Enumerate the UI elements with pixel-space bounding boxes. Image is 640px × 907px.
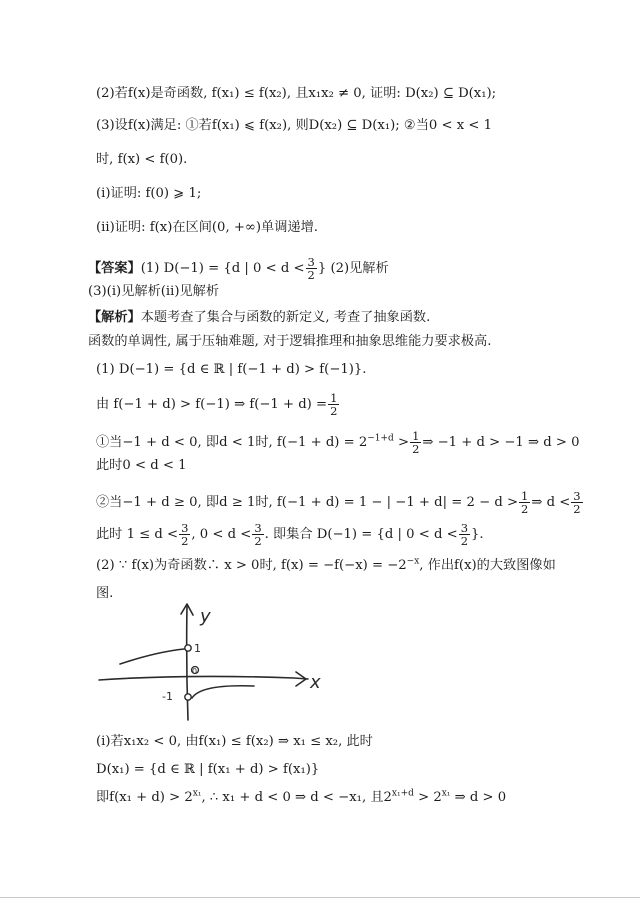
explanation-tag: 【解析】	[88, 310, 141, 325]
part-2-i-text: (ⅰ)若x₁x₂ < 0, 由f(x₁) ≤ f(x₂) ⇒ x₁ ≤ x₂, 此时	[96, 734, 373, 749]
inequality-text-d: ⇒ d > 0	[450, 790, 507, 805]
solution-part-2	[96, 558, 616, 574]
fraction-denominator: 2	[307, 268, 315, 282]
fraction-one-half	[328, 392, 339, 417]
fraction-numerator: 3	[460, 521, 469, 535]
case-1-result-text: 此时0 < d < 1	[96, 458, 187, 473]
tick-label-negative-one: -1	[162, 690, 173, 703]
fraction-three-halves	[252, 522, 263, 547]
case-2-result-a: 此时 1 ≤ d <	[96, 527, 179, 542]
page-bottom-rule	[0, 897, 640, 898]
fraction-one-half	[410, 430, 421, 455]
fraction-three-halves	[306, 256, 317, 281]
explanation-text-2: 函数的单调性, 属于压轴难题, 对于逻辑推理和抽象思维能力要求极高.	[88, 334, 492, 349]
answer-part-3: (3)(ⅰ)见解析(ⅱ)见解析	[88, 284, 220, 299]
inequality-exponent-2: x₁+d	[391, 788, 414, 799]
curve-negative-x	[120, 649, 184, 664]
fraction-denominator: 2	[254, 534, 262, 548]
fraction-three-halves	[459, 522, 470, 547]
explanation-text-1: 本题考查了集合与函数的新定义, 考查了抽象函数.	[140, 310, 431, 325]
x-axis-line	[99, 676, 308, 680]
case-1-exponent: −1+d	[367, 433, 394, 444]
solution-part-1-text: (1) D(−1) = {d ∈ ℝ | f(−1 + d) > f(−1)}.	[96, 362, 367, 377]
fraction-three-halves	[571, 490, 582, 515]
fraction-denominator: 2	[573, 502, 581, 516]
fraction-one-half	[519, 490, 530, 515]
fraction-denominator: 2	[460, 534, 469, 548]
answer-tag: 【答案】	[88, 261, 141, 276]
solution-step-equal	[96, 392, 616, 417]
answer-part-1: (1) D(−1) = {d | 0 < d <	[140, 261, 305, 276]
inequality-text-c: > 2	[413, 790, 442, 805]
fraction-numerator: 3	[573, 489, 581, 503]
solution-step-equal-text: 由 f(−1 + d) > f(−1) ⇒ f(−1 + d) =	[96, 397, 328, 412]
problem-part-2	[96, 86, 616, 102]
fraction-three-halves	[179, 522, 190, 547]
part-2-exponent: −x	[406, 556, 420, 567]
explanation-line-1	[88, 310, 608, 326]
answer-line-2	[88, 284, 608, 300]
fraction-numerator: 1	[412, 429, 420, 443]
part-2-text-b: , 作出f(x)的大致图像如	[419, 558, 556, 573]
solution-case-2	[96, 490, 616, 515]
answer-line-1	[88, 256, 608, 281]
inequality-text-a: 即f(x₁ + d) > 2	[96, 790, 193, 805]
problem-part-3-cont-text: 时, f(x) < f(0).	[96, 152, 188, 167]
inequality-exponent-3: x₁	[441, 788, 451, 799]
case-2-text-a: ②当−1 + d ≥ 0, 即d ≥ 1时, f(−1 + d) = 1 − | −1 + d| = 2 − d >	[96, 495, 518, 510]
y-axis-line	[187, 606, 188, 720]
solution-set-definition	[96, 762, 616, 778]
problem-part-3-i-text: (ⅰ)证明: f(0) ⩾ 1;	[96, 186, 202, 201]
solution-inequality	[96, 790, 616, 806]
fraction-denominator: 2	[412, 442, 420, 456]
fraction-numerator: 1	[521, 489, 529, 503]
fraction-denominator: 2	[181, 534, 189, 548]
fraction-denominator: 2	[330, 404, 338, 418]
problem-part-3-text: (3)设f(x)满足: ①若f(x₁) ⩽ f(x₂), 则D(x₂) ⊆ D(x₁); ②当0 < x < 1	[96, 118, 492, 133]
part-2-cont-text: 图.	[96, 586, 114, 601]
fraction-numerator: 3	[181, 521, 189, 535]
solution-part-2-i	[96, 734, 616, 750]
case-2-result-d: }.	[471, 527, 484, 542]
problem-part-2-text: (2)若f(x)是奇函数, f(x₁) ≤ f(x₂), 且x₁x₂ ≠ 0, 证明: D(x₂) ⊆ D(x₁);	[96, 86, 497, 101]
set-definition-text: D(x₁) = {d ∈ ℝ | f(x₁ + d) > f(x₁)}	[96, 762, 320, 777]
function-sketch	[96, 602, 326, 727]
inequality-exponent-1: x₁	[192, 788, 202, 799]
problem-part-3-cont	[96, 152, 616, 168]
problem-part-3-i	[96, 186, 616, 202]
case-1-text-b: >	[393, 435, 410, 450]
case-2-text-b: ⇒ d <	[531, 495, 571, 510]
problem-part-3	[96, 118, 616, 134]
solution-case-1-result	[96, 458, 616, 474]
solution-part-2-cont	[96, 586, 616, 602]
part-2-text-a: (2) ∵ f(x)为奇函数∴ x > 0时, f(x) = −f(−x) = −2	[96, 558, 407, 573]
solution-case-2-result	[96, 522, 616, 547]
solution-case-1	[96, 430, 616, 455]
fraction-denominator: 2	[521, 502, 529, 516]
explanation-line-2	[88, 334, 608, 350]
open-point-top	[185, 645, 191, 651]
solution-part-1	[96, 362, 616, 378]
fraction-numerator: 3	[254, 521, 262, 535]
answer-part-2: } (2)见解析	[317, 261, 389, 276]
curve-positive-x	[192, 686, 254, 698]
fraction-numerator: 3	[307, 255, 315, 269]
tick-label-positive-one: 1	[194, 642, 201, 655]
y-axis-label: y	[200, 606, 211, 627]
origin-label: 0	[192, 667, 198, 676]
inequality-text-b: , ∴ x₁ + d < 0 ⇒ d < −x₁, 且2	[201, 790, 392, 805]
problem-part-3-ii-text: (ⅱ)证明: f(x)在区间(0, +∞)单调递增.	[96, 220, 318, 235]
x-axis-label: x	[310, 672, 321, 693]
case-2-result-c: . 即集合 D(−1) = {d | 0 < d <	[264, 527, 458, 542]
fraction-numerator: 1	[330, 391, 338, 405]
case-1-text-c: ⇒ −1 + d > −1 ⇒ d > 0	[422, 435, 580, 450]
open-point-bottom	[185, 694, 191, 700]
problem-part-3-ii	[96, 220, 616, 236]
case-1-text-a: ①当−1 + d < 0, 即d < 1时, f(−1 + d) = 2	[96, 435, 368, 450]
case-2-result-b: , 0 < d <	[191, 527, 252, 542]
